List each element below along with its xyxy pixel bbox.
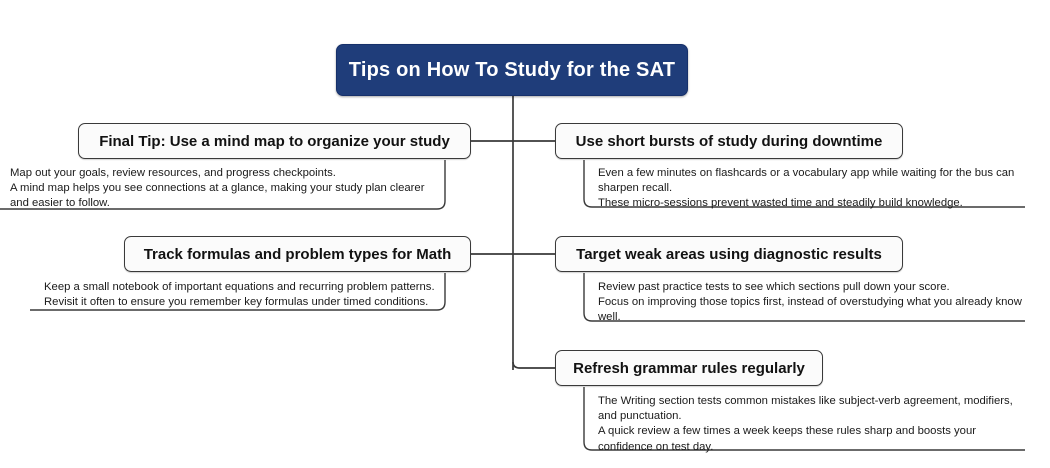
branch-node-left-1[interactable]: Final Tip: Use a mind map to organize your study [78, 123, 471, 159]
detail-right-1 [598, 166, 1023, 212]
detail-left-1 [10, 166, 440, 212]
branch-node-right-1[interactable]: Use short bursts of study during downtime [555, 123, 903, 159]
detail-line: Revisit it often to ensure you remember key formulas under timed conditions. [44, 296, 429, 309]
root-node[interactable]: Tips on How To Study for the SAT [336, 44, 688, 96]
branch-node-right-2[interactable]: Target weak areas using diagnostic results [555, 236, 903, 272]
detail-line: well. [598, 311, 621, 324]
detail-line: The Writing section tests common mistakes like subject-verb agreement, modifiers, [598, 395, 1013, 407]
detail-line: Focus on improving those topics first, instead of overstudying what you already know [598, 296, 1022, 309]
detail-right-3 [598, 394, 1023, 455]
detail-line: and easier to follow. [10, 197, 110, 210]
detail-line: A quick review a few times a week keeps these rules sharp and boosts your [598, 425, 977, 438]
connector-right-3 [513, 362, 555, 368]
detail-right-2 [598, 280, 1023, 326]
detail-line: A mind map helps you see connections at a glance, making your study plan clearer [10, 182, 425, 195]
detail-line: Even a few minutes on flashcards or a vocabulary app while waiting for the bus can [598, 167, 1015, 179]
detail-line: Review past practice tests to see which sections pull down your score. [598, 281, 950, 293]
detail-line: Keep a small notebook of important equations and recurring problem patterns. [44, 281, 435, 293]
detail-line: confidence on test day. [598, 440, 714, 453]
detail-left-2 [44, 280, 440, 310]
detail-line: Map out your goals, review resources, and progress checkpoints. [10, 167, 336, 179]
detail-line: and punctuation. [598, 410, 682, 423]
detail-line: These micro-sessions prevent wasted time and steadily build knowledge. [598, 197, 963, 210]
branch-node-left-2[interactable]: Track formulas and problem types for Math [124, 236, 471, 272]
detail-line: sharpen recall. [598, 182, 673, 195]
branch-node-right-3[interactable]: Refresh grammar rules regularly [555, 350, 823, 386]
